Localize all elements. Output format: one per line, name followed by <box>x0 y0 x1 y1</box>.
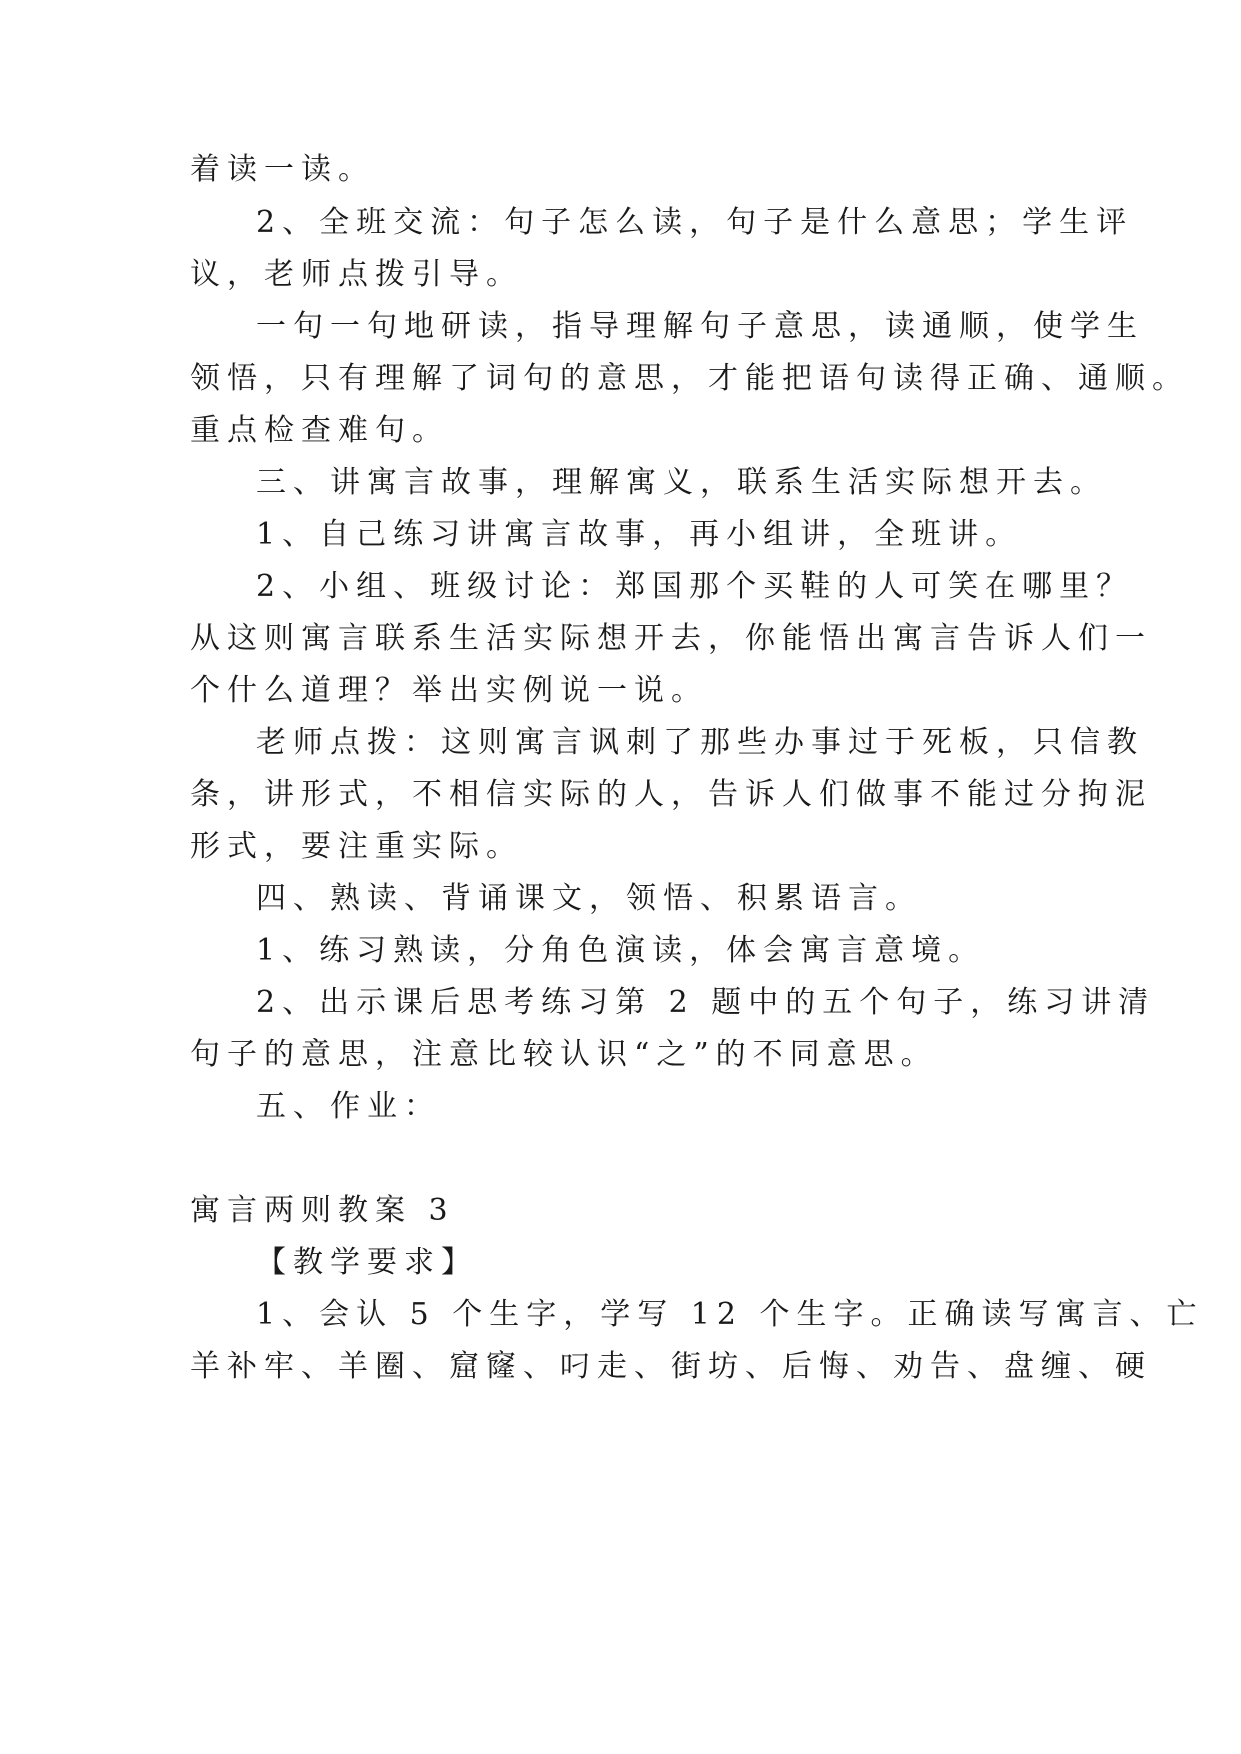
text-line: 2、全班交流：句子怎么读，句子是什么意思；学生评 <box>256 205 1134 240</box>
text-line: 领悟，只有理解了词句的意思，才能把语句读得正确、通顺。 <box>190 361 1189 396</box>
text-line: 1、会认 5 个生字，学写 12 个生字。正确读写寓言、亡 <box>256 1297 1204 1332</box>
text-line: 条，讲形式，不相信实际的人，告诉人们做事不能过分拘泥 <box>190 777 1152 812</box>
section-heading: 五、作业： <box>256 1089 441 1124</box>
text-line: 句子的意思，注意比较认识“之”的不同意思。 <box>190 1037 938 1072</box>
text-line: 2、出示课后思考练习第 2 题中的五个句子，练习讲清 <box>256 985 1156 1020</box>
section-heading: 四、熟读、背诵课文，领悟、积累语言。 <box>256 881 922 916</box>
text-line: 1、练习熟读，分角色演读，体会寓言意境。 <box>256 933 986 968</box>
text-line: 形式，要注重实际。 <box>190 829 523 864</box>
text-line: 着读一读。 <box>190 152 375 187</box>
section-heading: 【教学要求】 <box>256 1245 478 1280</box>
text-line: 重点检查难句。 <box>190 413 449 448</box>
text-line: 一句一句地研读，指导理解句子意思，读通顺，使学生 <box>256 309 1144 344</box>
section-heading: 三、讲寓言故事，理解寓义，联系生活实际想开去。 <box>256 465 1107 500</box>
text-line: 老师点拨：这则寓言讽刺了那些办事过于死板，只信教 <box>256 725 1144 760</box>
text-line: 1、自己练习讲寓言故事，再小组讲，全班讲。 <box>256 517 1023 552</box>
text-line: 议，老师点拨引导。 <box>190 257 523 292</box>
text-line: 从这则寓言联系生活实际想开去，你能悟出寓言告诉人们一 <box>190 621 1152 656</box>
document-title: 寓言两则教案 3 <box>190 1193 455 1228</box>
text-line: 个什么道理？举出实例说一说。 <box>190 673 708 708</box>
text-line: 2、小组、班级讨论：郑国那个买鞋的人可笑在哪里？ <box>256 569 1134 604</box>
text-line: 羊补牢、羊圈、窟窿、叼走、街坊、后悔、劝告、盘缠、硬 <box>190 1349 1152 1384</box>
